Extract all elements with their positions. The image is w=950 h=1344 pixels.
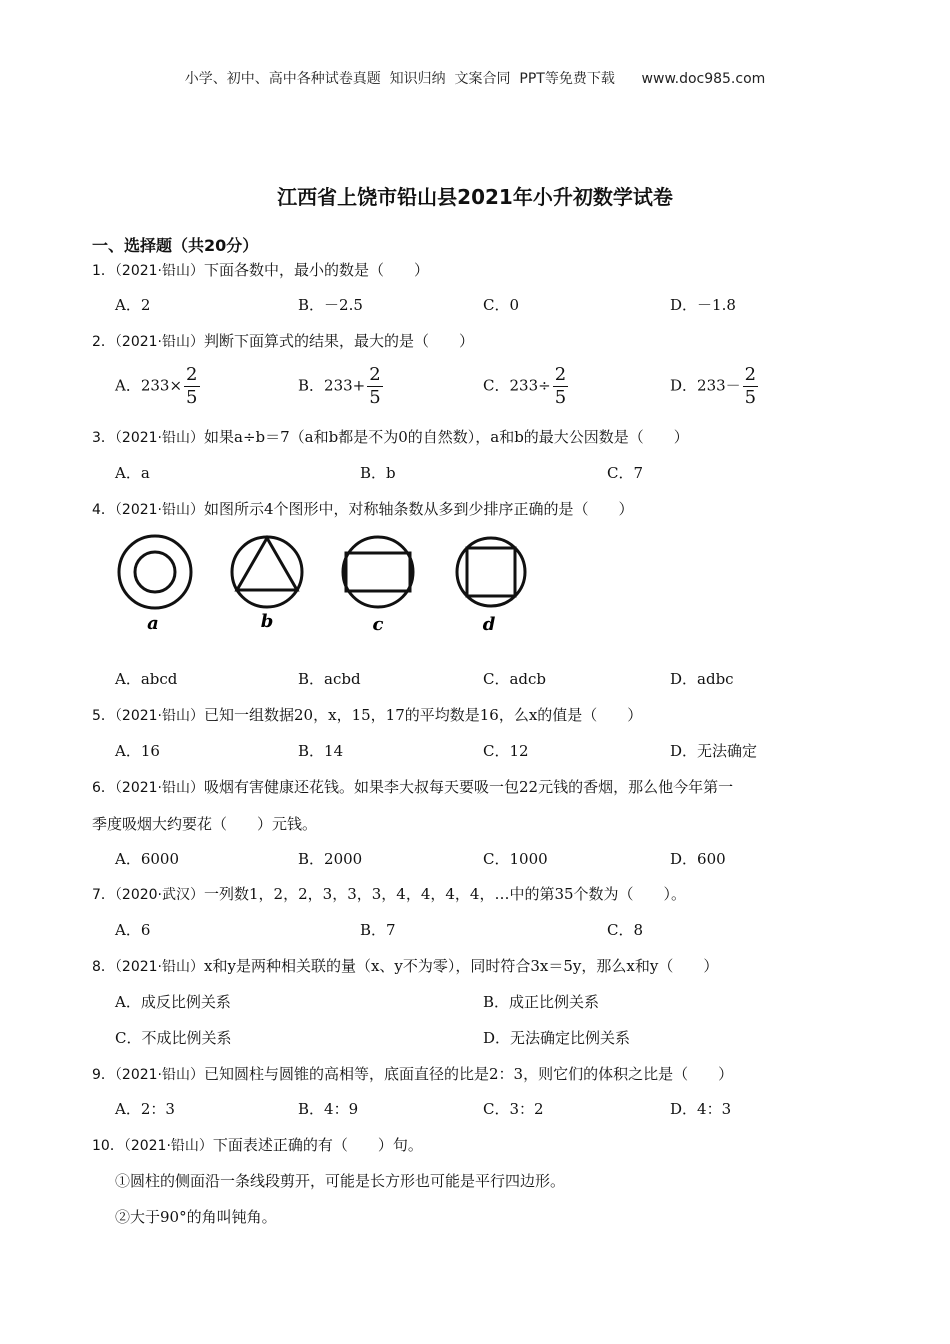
q1-option-c[interactable]: C．0 [483, 296, 520, 314]
q6-option-b[interactable]: B．2000 [298, 850, 363, 868]
header-url[interactable]: www.doc985.com [641, 71, 766, 87]
fraction-numerator: 2 [369, 364, 381, 385]
q2-option-d[interactable] [670, 364, 758, 409]
inner-circle [135, 552, 175, 592]
question-number: 5． [92, 708, 115, 724]
page-title: 江西省上饶市铅山县2021年小升初数学试卷 [277, 185, 673, 209]
question-number: 10． [92, 1138, 124, 1154]
q9-option-b[interactable]: B．4：9 [298, 1100, 359, 1118]
circle [343, 537, 413, 607]
q4-option-d[interactable]: D．adbc [670, 670, 734, 688]
q2-option-c[interactable] [483, 364, 568, 409]
question-2 [92, 330, 474, 351]
q10-statement-1: ①圆柱的侧面沿一条线段剪开，可能是长方形也可能是平行四边形。 [115, 1172, 566, 1190]
question-1 [92, 259, 429, 280]
question-number: 7． [92, 887, 115, 903]
figure-c [340, 533, 424, 635]
header-text: 小学、初中、高中各种试卷真题 知识归纳 文案合同 PPT等免费下载 [184, 71, 615, 87]
fraction-denominator: 5 [369, 387, 381, 408]
option-label: B．233+ [298, 376, 366, 395]
figure-a [117, 533, 195, 635]
question-number: 2． [92, 334, 115, 350]
q5-option-a[interactable]: A．16 [115, 742, 160, 760]
figure-label: c [372, 614, 384, 635]
page-header [0, 68, 950, 88]
question-6 [92, 776, 733, 797]
fraction [184, 364, 199, 409]
question-number: 8． [92, 959, 115, 975]
question-source: （2021·铅山） [114, 263, 205, 279]
fraction [553, 364, 568, 409]
figure-b [229, 533, 307, 635]
option-label: D．233－ [670, 376, 741, 395]
q7-option-b[interactable]: B．7 [360, 921, 396, 939]
question-source: （2021·铅山） [123, 1138, 213, 1154]
question-text: x和y是两种相关联的量（x、y不为零），同时符合3x＝5y，那么x和y（ ） [204, 957, 719, 975]
question-8 [92, 955, 718, 976]
question-source: （2021·铅山） [114, 959, 205, 975]
fraction [743, 364, 758, 409]
question-source: （2021·铅山） [114, 1067, 205, 1083]
q2-option-b[interactable] [298, 364, 383, 409]
q5-option-b[interactable]: B．14 [298, 742, 344, 760]
square [467, 548, 515, 596]
figure-d [455, 533, 533, 635]
question-text: 下面各数中，最小的数是（ ） [204, 261, 430, 279]
q6-option-c[interactable]: C．1000 [483, 850, 548, 868]
question-number: 3． [92, 430, 115, 446]
question-9 [92, 1063, 733, 1084]
q5-option-d[interactable]: D．无法确定 [670, 742, 758, 760]
question-3 [92, 426, 689, 447]
fraction-numerator: 2 [186, 364, 198, 385]
question-text: 已知一组数据20，x，15，17的平均数是16，么x的值是（ ） [204, 706, 643, 724]
q1-option-d[interactable]: D．－1.8 [670, 296, 736, 314]
fraction-denominator: 5 [186, 387, 198, 408]
fraction-denominator: 5 [554, 387, 567, 408]
question-text: 已知圆柱与圆锥的高相等，底面直径的比是2：3，则它们的体积之比是（ ） [204, 1065, 734, 1083]
q9-option-d[interactable]: D．4：3 [670, 1100, 732, 1118]
q4-option-c[interactable]: C．adcb [483, 670, 547, 688]
question-7 [92, 883, 686, 904]
question-5 [92, 704, 642, 725]
fraction-numerator: 2 [744, 364, 757, 385]
q3-option-c[interactable]: C．7 [607, 464, 644, 482]
fraction-denominator: 5 [744, 387, 757, 408]
q6-option-d[interactable]: D．600 [670, 850, 726, 868]
question-source: （2021·铅山） [114, 780, 205, 796]
q10-statement-2: ②大于90°的角叫钝角。 [115, 1208, 277, 1226]
q2-option-a[interactable] [115, 364, 200, 409]
question-text: 如图所示4个图形中，对称轴条数从多到少排序正确的是（ ） [204, 500, 634, 518]
question-number: 1． [92, 263, 115, 279]
question-10 [92, 1134, 423, 1155]
q9-option-a[interactable]: A．2：3 [115, 1100, 175, 1118]
question-text: 一列数1，2，2，3，3，3，4，4，4，4，…中的第35个数为（ ）。 [204, 885, 687, 903]
q6-option-a[interactable]: A．6000 [115, 850, 180, 868]
q9-option-c[interactable]: C．3：2 [483, 1100, 544, 1118]
question-source: （2021·铅山） [114, 334, 205, 350]
figure-label: b [260, 611, 274, 632]
question-source: （2021·铅山） [114, 708, 205, 724]
question-text: 判断下面算式的结果，最大的是（ ） [204, 332, 475, 350]
option-label: C．233÷ [483, 376, 551, 395]
question-4 [92, 498, 634, 519]
q7-option-c[interactable]: C．8 [607, 921, 644, 939]
figure-label: a [147, 613, 159, 634]
q8-option-b[interactable]: B．成正比例关系 [483, 993, 600, 1011]
q4-option-b[interactable]: B．acbd [298, 670, 361, 688]
question-number: 4． [92, 502, 115, 518]
question-number: 6． [92, 780, 115, 796]
q3-option-b[interactable]: B．b [360, 464, 396, 482]
fraction-numerator: 2 [554, 364, 567, 385]
question-source: （2020·武汉） [114, 887, 205, 903]
q8-option-a[interactable]: A．成反比例关系 [115, 993, 231, 1011]
rectangle [346, 553, 410, 591]
q5-option-c[interactable]: C．12 [483, 742, 529, 760]
q4-option-a[interactable]: A．abcd [115, 670, 178, 688]
question-source: （2021·铅山） [114, 430, 205, 446]
outer-circle [119, 536, 191, 608]
question-text: 如果a÷b＝7（a和b都是不为0的自然数），a和b的最大公因数是（ ） [204, 428, 689, 446]
q8-option-c[interactable]: C．不成比例关系 [115, 1029, 232, 1047]
question-source: （2021·铅山） [114, 502, 205, 518]
q1-option-a[interactable]: A．2 [115, 296, 151, 314]
question-text: 吸烟有害健康还花钱。如果李大叔每天要吸一包22元钱的香烟，那么他今年第一 [204, 778, 734, 796]
figure-label: d [482, 614, 496, 635]
q3-option-a[interactable]: A．a [115, 464, 150, 482]
question-number: 9． [92, 1067, 115, 1083]
q8-option-d[interactable]: D．无法确定比例关系 [483, 1029, 631, 1047]
q1-option-b[interactable]: B．－2.5 [298, 296, 363, 314]
question-text: 下面表述正确的有（ ）句。 [212, 1136, 423, 1154]
question-6-continued: 季度吸烟大约要花（ ）元钱。 [92, 815, 318, 833]
q7-option-a[interactable]: A．6 [115, 921, 151, 939]
fraction [367, 364, 382, 409]
option-label: A．233× [115, 376, 183, 395]
section-heading: 一、选择题（共20分） [92, 236, 259, 255]
circle [232, 537, 302, 607]
